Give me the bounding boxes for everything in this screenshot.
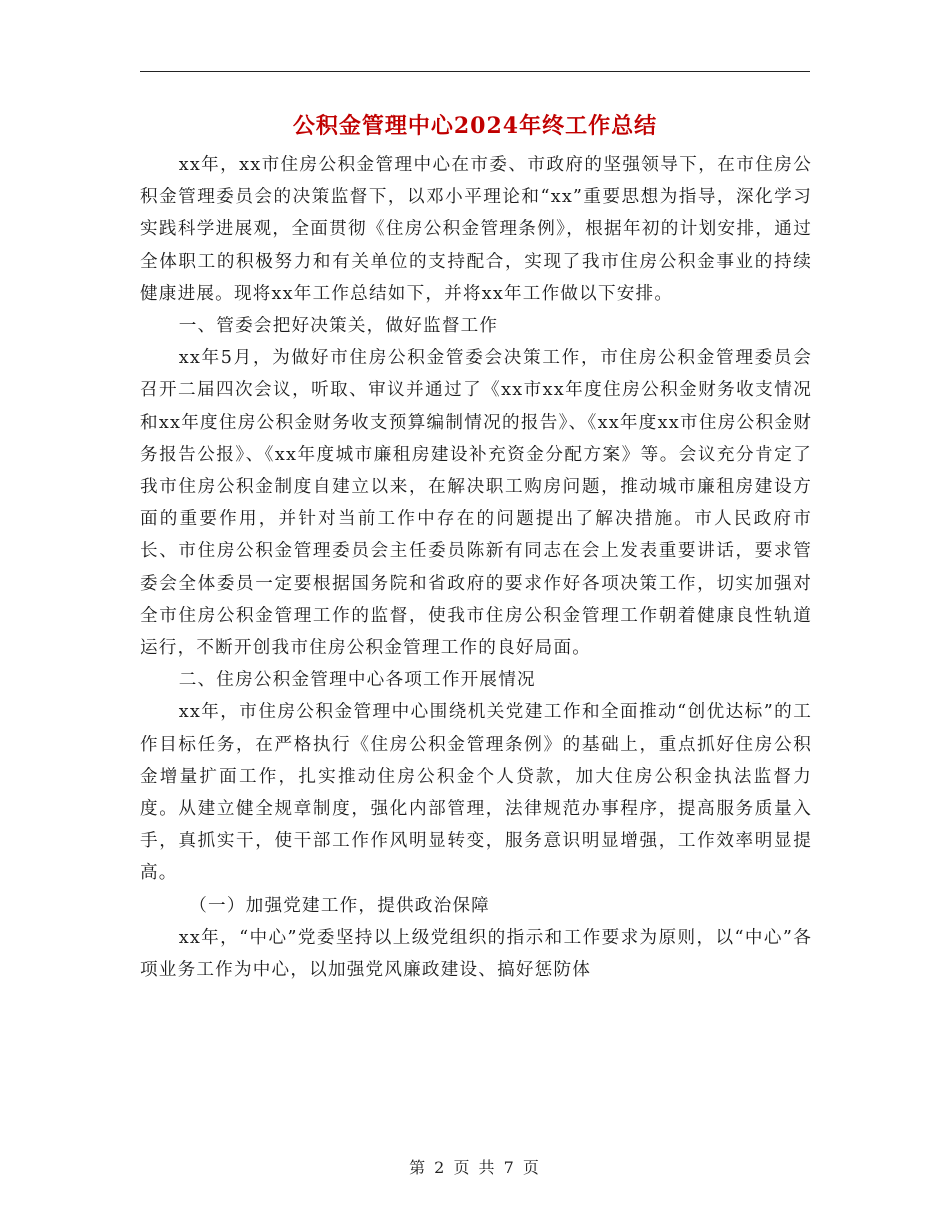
paragraph-section-1: xx年5月，为做好市住房公积金管委会决策工作，市住房公积金管理委员会召开二届四次会议，听取、审议并通过了《xx市xx年度住房公积金财务收支情况和xx年度住房公积金财务收支预算编制情况的报告》、《xx年度xx市住房公积金财务报告公报》、《xx年度城市廉租房建设补充资金分配方案》等。会议充分肯定了我市住房公积金制度自建立以来，在解决职工购房问题，推动城市廉租房建设方面的重要作用，并针对当前工作中存在的问题提出了解决措施。市人民政府市长、市住房公积金管理委员会主任委员陈新有同志在会上发表重要讲话，要求管委会全体委员一定要根据国务院和省政府的要求作好各项决策工作，切实加强对全市住房公积金管理工作的监督，使我市住房公积金管理工作朝着健康良性轨道运行，不断开创我市住房公积金管理工作的良好局面。 bbox=[140, 348, 812, 659]
document-body bbox=[140, 149, 812, 986]
paragraph-section-2: xx年，市住房公积金管理中心围绕机关党建工作和全面推动“创优达标”的工作目标任务，在严格执行《住房公积金管理条例》的基础上，重点抓好住房公积金增量扩面工作，扎实推动住房公积金个人贷款，加大住房公积金执法监督力度。从建立健全规章制度，强化内部管理，法律规范办事程序，提高服务质量入手，真抓实干，使干部工作作风明显转变，服务意识明显增强，工作效率明显提高。 bbox=[140, 702, 812, 884]
section-heading-2: 二、住房公积金管理中心各项工作开展情况 bbox=[178, 670, 536, 691]
subsection-heading-1: （一）加强党建工作，提供政治保障 bbox=[189, 895, 490, 916]
paragraph-intro: xx年，xx市住房公积金管理中心在市委、市政府的坚强领导下，在市住房公积金管理委员会的决策监督下，以邓小平理论和“xx”重要思想为指导，深化学习实践科学进展观，全面贯彻《住房公积金管理条例》，根据年初的计划安排，通过全体职工的积极努力和有关单位的支持配合，实现了我市住房公积金事业的持续健康进展。现将xx年工作总结如下，并将xx年工作做以下安排。 bbox=[140, 155, 812, 304]
section-heading-1: 一、管委会把好决策关，做好监督工作 bbox=[178, 316, 499, 337]
page-number-footer: 第 2 页 共 7 页 bbox=[409, 1158, 541, 1177]
paragraph-subsection-1: xx年，“中心”党委坚持以上级党组织的指示和工作要求为原则，以“中心”各项业务工作为中心，以加强党风廉政建设、搞好惩防体 bbox=[140, 927, 812, 981]
header-rule bbox=[140, 71, 810, 72]
document-title: 公积金管理中心2024年终工作总结 bbox=[292, 113, 658, 139]
